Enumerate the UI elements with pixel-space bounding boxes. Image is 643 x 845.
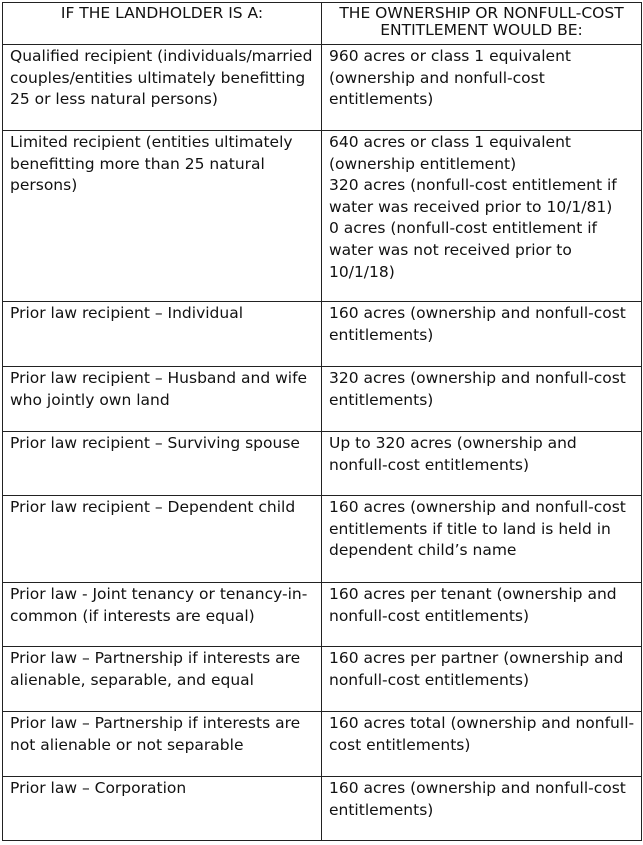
entitlement-cell <box>322 432 642 496</box>
entitlement-line: 160 acres total (ownership and nonfull- <box>329 714 635 732</box>
header-entitlement <box>322 3 642 45</box>
landholder-line: Prior law recipient – Individual <box>10 304 244 322</box>
table-row <box>3 647 642 712</box>
entitlement-cell <box>322 712 642 777</box>
entitlement-cell <box>322 496 642 583</box>
entitlement-table <box>2 2 642 841</box>
landholder-cell <box>3 302 322 367</box>
entitlement-line: 160 acres (ownership and nonfull-cost <box>329 779 626 797</box>
entitlement-line: entitlements if title to land is held in <box>329 519 611 538</box>
entitlement-cell <box>322 583 642 647</box>
entitlement-cell <box>322 647 642 712</box>
entitlement-line: entitlements) <box>329 390 434 409</box>
table-row <box>3 45 642 131</box>
entitlement-line: water was not received prior to <box>329 240 572 259</box>
table-row <box>3 777 642 841</box>
landholder-line: Prior law – Partnership if interests are <box>10 714 301 732</box>
entitlement-line: nonfull-cost entitlements) <box>329 455 530 474</box>
entitlement-line: Up to 320 acres (ownership and <box>329 434 577 452</box>
entitlement-line: 160 acres (ownership and nonfull-cost <box>329 304 626 322</box>
entitlement-line: dependent child’s name <box>329 541 517 560</box>
entitlement-line: water was received prior to 10/1/81) <box>329 197 613 216</box>
landholder-cell <box>3 432 322 496</box>
table-row <box>3 712 642 777</box>
landholder-line: not alienable or not separable <box>10 735 244 754</box>
entitlement-line: 10/1/18) <box>329 262 395 281</box>
landholder-line: Limited recipient (entities ultimately <box>10 133 293 151</box>
header-entitlement-line: THE OWNERSHIP OR NONFULL-COST <box>339 4 624 22</box>
landholder-cell <box>3 45 322 131</box>
table-row <box>3 131 642 302</box>
entitlement-line: 640 acres or class 1 equivalent <box>329 133 571 151</box>
entitlement-line: entitlements) <box>329 325 434 344</box>
entitlement-line: 320 acres (nonfull-cost entitlement if <box>329 176 617 195</box>
landholder-line: benefitting more than 25 natural <box>10 154 265 173</box>
table-row <box>3 302 642 367</box>
landholder-line: 25 or less natural persons) <box>10 90 218 109</box>
landholder-line: Prior law – Partnership if interests are <box>10 649 301 667</box>
landholder-line: persons) <box>10 176 78 195</box>
landholder-cell <box>3 496 322 583</box>
entitlement-line: entitlements) <box>329 800 434 819</box>
entitlement-cell <box>322 45 642 131</box>
landholder-line: who jointly own land <box>10 390 170 409</box>
entitlement-cell <box>322 367 642 432</box>
landholder-cell <box>3 777 322 841</box>
landholder-line: Qualified recipient (individuals/married <box>10 47 313 65</box>
landholder-line: Prior law recipient – Surviving spouse <box>10 434 300 452</box>
entitlement-line: entitlements) <box>329 90 434 109</box>
entitlement-line: 160 acres per partner (ownership and <box>329 649 624 667</box>
entitlement-line: 160 acres (ownership and nonfull-cost <box>329 498 626 516</box>
landholder-cell <box>3 647 322 712</box>
entitlement-cell <box>322 131 642 302</box>
entitlement-line: 960 acres or class 1 equivalent <box>329 47 571 65</box>
header-landholder <box>3 3 322 45</box>
landholder-line: Prior law recipient – Dependent child <box>10 498 296 516</box>
landholder-line: couples/entities ultimately benefitting <box>10 68 306 87</box>
landholder-cell <box>3 367 322 432</box>
entitlement-line: nonfull-cost entitlements) <box>329 606 530 625</box>
header-row <box>3 3 642 45</box>
table-row <box>3 583 642 647</box>
header-landholder-text: IF THE LANDHOLDER IS A: <box>60 4 264 22</box>
table-row <box>3 496 642 583</box>
landholder-line: Prior law - Joint tenancy or tenancy-in- <box>10 585 308 603</box>
entitlement-line: 160 acres per tenant (ownership and <box>329 585 617 603</box>
entitlement-line: (ownership and nonfull-cost <box>329 68 545 87</box>
landholder-line: common (if interests are equal) <box>10 606 255 625</box>
entitlement-line: cost entitlements) <box>329 735 471 754</box>
landholder-line: Prior law – Corporation <box>10 779 187 797</box>
landholder-cell <box>3 131 322 302</box>
landholder-line: alienable, separable, and equal <box>10 670 254 689</box>
entitlement-cell <box>322 302 642 367</box>
table-row <box>3 367 642 432</box>
table-row <box>3 432 642 496</box>
header-entitlement-line: ENTITLEMENT WOULD BE: <box>380 21 583 39</box>
landholder-cell <box>3 583 322 647</box>
landholder-cell <box>3 712 322 777</box>
entitlement-line: nonfull-cost entitlements) <box>329 670 530 689</box>
entitlement-line: 0 acres (nonfull-cost entitlement if <box>329 219 598 238</box>
entitlement-cell <box>322 777 642 841</box>
entitlement-line: 320 acres (ownership and nonfull-cost <box>329 369 626 387</box>
entitlement-line: (ownership entitlement) <box>329 154 517 173</box>
landholder-line: Prior law recipient – Husband and wife <box>10 369 308 387</box>
